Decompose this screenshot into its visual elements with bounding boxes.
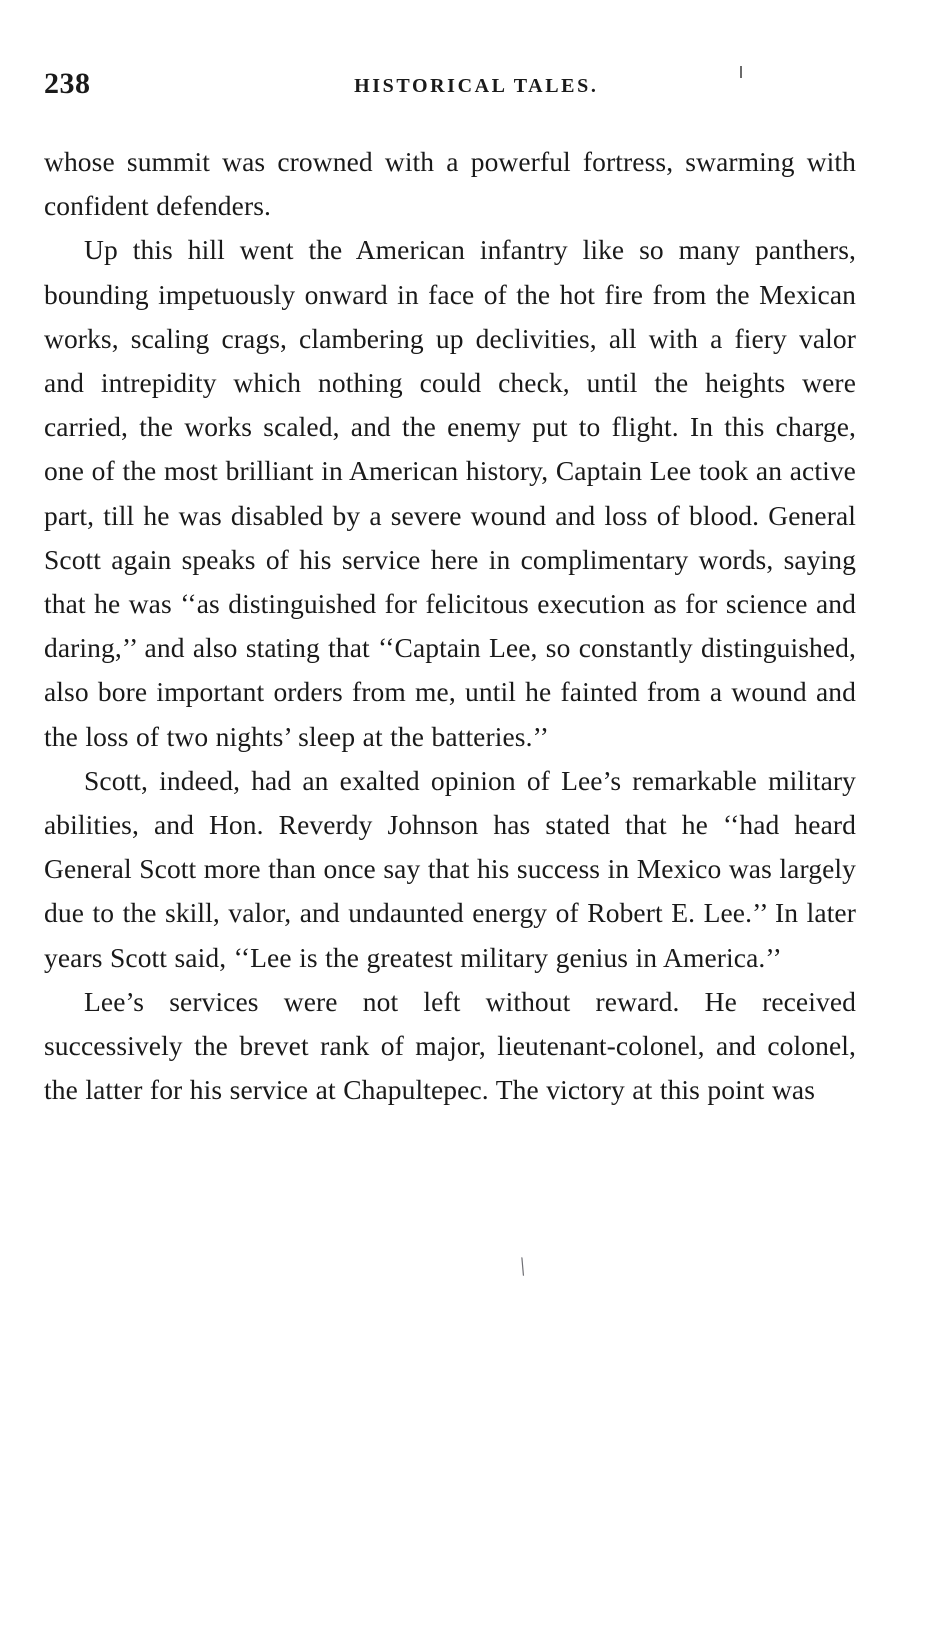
paragraph-2: Up this hill went the American infantry like so many panthers, bounding impetuously onward in face of the hot fire from the Mexican works, scaling crags, clambering up declivities, all with a fiery valor and intrepidity which nothing could check, until the heights were carried, the works scaled, and the enemy put to flight. In this charge, one of the most brilliant in American history, Captain Lee took an active part, till he was disabled by a severe wound and loss of blood. General Scott again speaks of his service here in complimentary words, saying that he was ‘‘as distinguished for felicitous execution as for science and daring,’’ and also stating that ‘‘Captain Lee, so constantly distinguished, also bore important orders from me, until he fainted from a wound and the loss of two nights’ sleep at the batteries.’’ <box>44 234 856 752</box>
page-number: 238 <box>44 67 91 100</box>
paragraph-3: Scott, indeed, had an exalted opinion of Lee’s remarkable military abilities, and Hon. Reverdy Johnson has stated that he ‘‘had heard General Scott more than once say that his success in Mexico was largely due to the skill, valor, and undaunted energy of Robert E. Lee.’’ In later years Scott said, ‘‘Lee is the greatest military genius in America.’’ <box>44 764 856 973</box>
page-header <box>0 66 950 106</box>
body-text <box>44 140 856 1112</box>
printers-tick-mark <box>740 66 742 78</box>
stray-pen-mark: \ <box>515 1251 530 1282</box>
running-head: HISTORICAL TALES. <box>354 75 599 97</box>
paragraph-1: whose summit was crowned with a powerful fortress, swarming with confident defenders. <box>44 146 856 222</box>
paragraph-4: Lee’s services were not left without reward. He received successively the brevet rank of major, lieutenant-colonel, and colonel, the latter for his service at Chapultepec. The victory at this point was <box>44 985 856 1106</box>
